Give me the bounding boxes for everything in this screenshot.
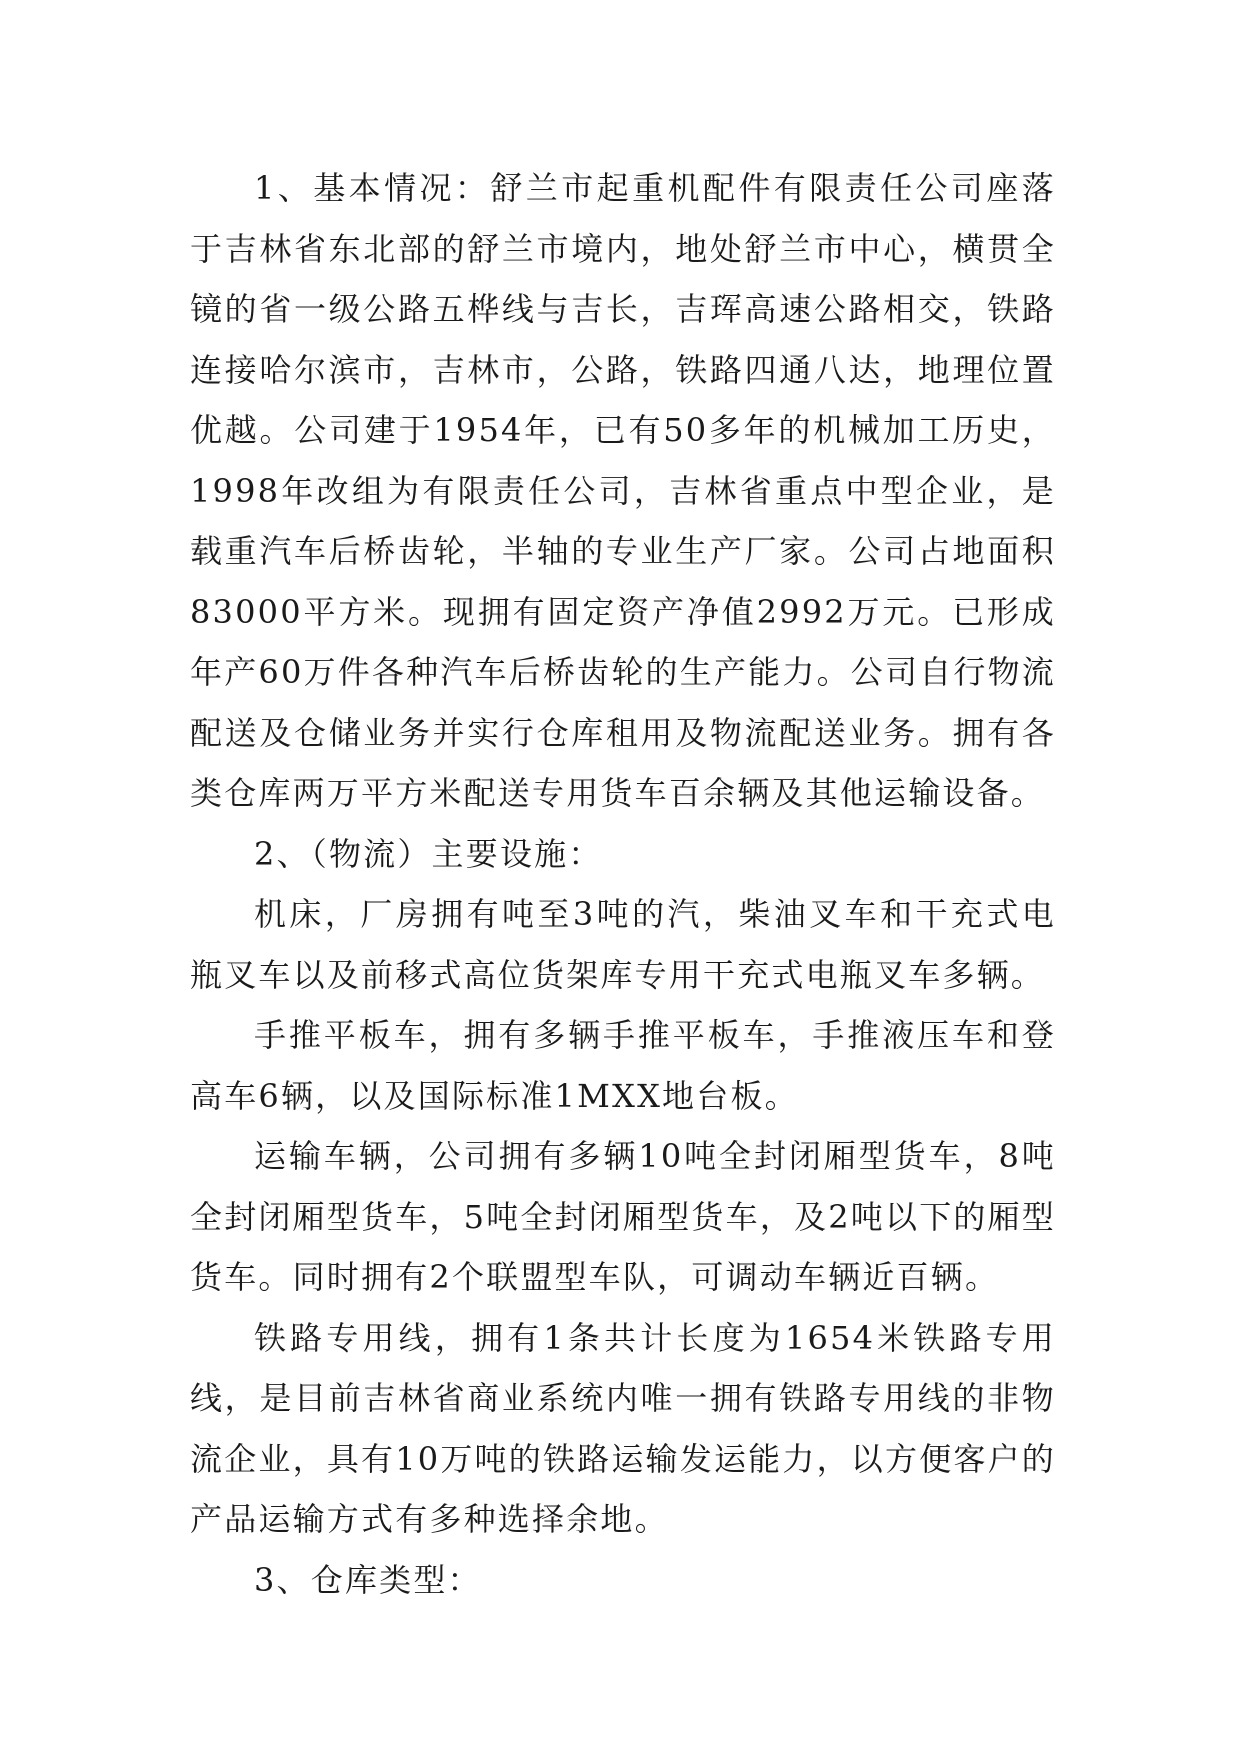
paragraph-vehicles: 运输车辆，公司拥有多辆10吨全封闭厢型货车，8吨全封闭厢型货车，5吨全封闭厢型货车，及2吨以下的厢型货车。同时拥有2个联盟型车队，可调动车辆近百辆。 <box>190 1137 1056 1296</box>
paragraph-warehouse-types-heading: 3、仓库类型： <box>254 1560 482 1599</box>
paragraph-railway: 铁路专用线，拥有1条共计长度为1654米铁路专用线，是目前吉林省商业系统内唯一拥有铁路专用线的非物流企业，具有10万吨的铁路运输发运能力，以方便客户的产品运输方式有多种选择余地。 <box>190 1318 1056 1538</box>
paragraph-forklifts: 机床，厂房拥有吨至3吨的汽，柴油叉车和干充式电瓶叉车以及前移式高位货架库专用干充式电瓶叉车多辆。 <box>190 895 1056 994</box>
paragraph-facilities-heading: 2、（物流）主要设施： <box>254 834 603 873</box>
paragraph-basic-info: 1、基本情况：舒兰市起重机配件有限责任公司座落于吉林省东北部的舒兰市境内，地处舒兰市中心，横贯全镜的省一级公路五桦线与吉长，吉珲高速公路相交，铁路连接哈尔滨市，吉林市，公路，铁路四通八达，地理位置优越。公司建于1954年，已有50多年的机械加工历史，1998年改组为有限责任公司，吉林省重点中型企业，是载重汽车后桥齿轮，半轴的专业生产厂家。公司占地面积83000平方米。现拥有固定资产净值2992万元。已形成年产60万件各种汽车后桥齿轮的生产能力。公司自行物流配送及仓储业务并实行仓库租用及物流配送业务。拥有各类仓库两万平方米配送专用货车百余辆及其他运输设备。 <box>190 169 1056 812</box>
paragraph-hand-carts: 手推平板车，拥有多辆手推平板车，手推液压车和登高车6辆，以及国际标准1MXX地台板。 <box>190 1016 1056 1115</box>
document-body <box>190 158 1056 1610</box>
